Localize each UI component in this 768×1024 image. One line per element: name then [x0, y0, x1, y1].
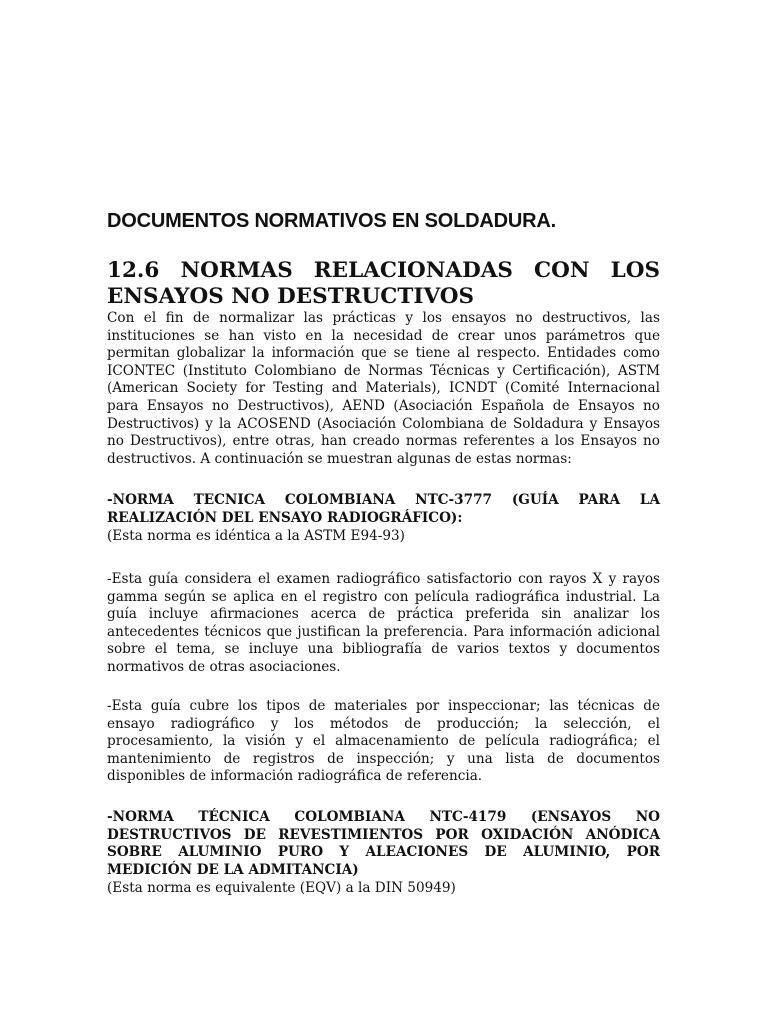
document-title: DOCUMENTOS NORMATIVOS EN SOLDADURA. [107, 210, 556, 232]
norm-heading: -NORMA TÉCNICA COLOMBIANA NTC-4179 (ENSAYOS NO DESTRUCTIVOS DE REVESTIMIENTOS POR OXIDACIÓN ANÓDICA SOBRE ALUMINIO PURO Y ALEACIONES DE ALUMINIO, POR MEDICIÓN DE LA ADMITANCIA) [107, 809, 660, 878]
norm-paragraph: -Esta guía cubre los tipos de materiales por inspeccionar; las técnicas de ensayo radiográfico y los métodos de producción; la selección, el procesamiento, la visión y el almacenamiento de película radiográfica; el mantenimiento de registros de inspección; y una lista de documentos disponibles de información radiográfica de referencia. [107, 698, 660, 785]
section-number: 12.6 [107, 258, 160, 283]
section-heading [107, 258, 660, 310]
intro-paragraph: Con el fin de normalizar las prácticas y los ensayos no destructivos, las instituciones se han visto en la necesidad de crear unos parámetros que permitan globalizar la información que se tiene al respecto. Entidades como ICONTEC (Instituto Colombiano de Normas Técnicas y Certificación), ASTM (American Society for Testing and Materials), ICNDT (Comité Internacional para Ensayos no Destructivos), AEND (Asociación Española de Ensayos no Destructivos) y la ACOSEND (Asociación Colombiana de Soldadura y Ensayos no Destructivos), entre otras, han creado normas referentes a los Ensayos no destructivos. A continuación se muestran algunas de estas normas: [107, 310, 660, 467]
norm-paragraph: -Esta guía considera el examen radiográfico satisfactorio con rayos X y rayos gamma según se aplica en el registro con película radiográfica industrial. La guía incluye afirmaciones acerca de práctica preferida sin analizar los antecedentes técnicos que justifican la preferencia. Para información adicional sobre el tema, se incluye una bibliografía de varios textos y documentos normativos de otras asociaciones. [107, 571, 660, 675]
section-heading-text: NORMAS RELACIONADAS CON LOS ENSAYOS NO DESTRUCTIVOS [107, 258, 660, 309]
norm-note: (Esta norma es idéntica a la ASTM E94-93) [107, 528, 405, 544]
norm-heading: -NORMA TECNICA COLOMBIANA NTC-3777 (GUÍA PARA LA REALIZACIÓN DEL ENSAYO RADIOGRÁFICO): [107, 492, 660, 526]
norm-note: (Esta norma es equivalente (EQV) a la DIN 50949) [107, 880, 456, 896]
